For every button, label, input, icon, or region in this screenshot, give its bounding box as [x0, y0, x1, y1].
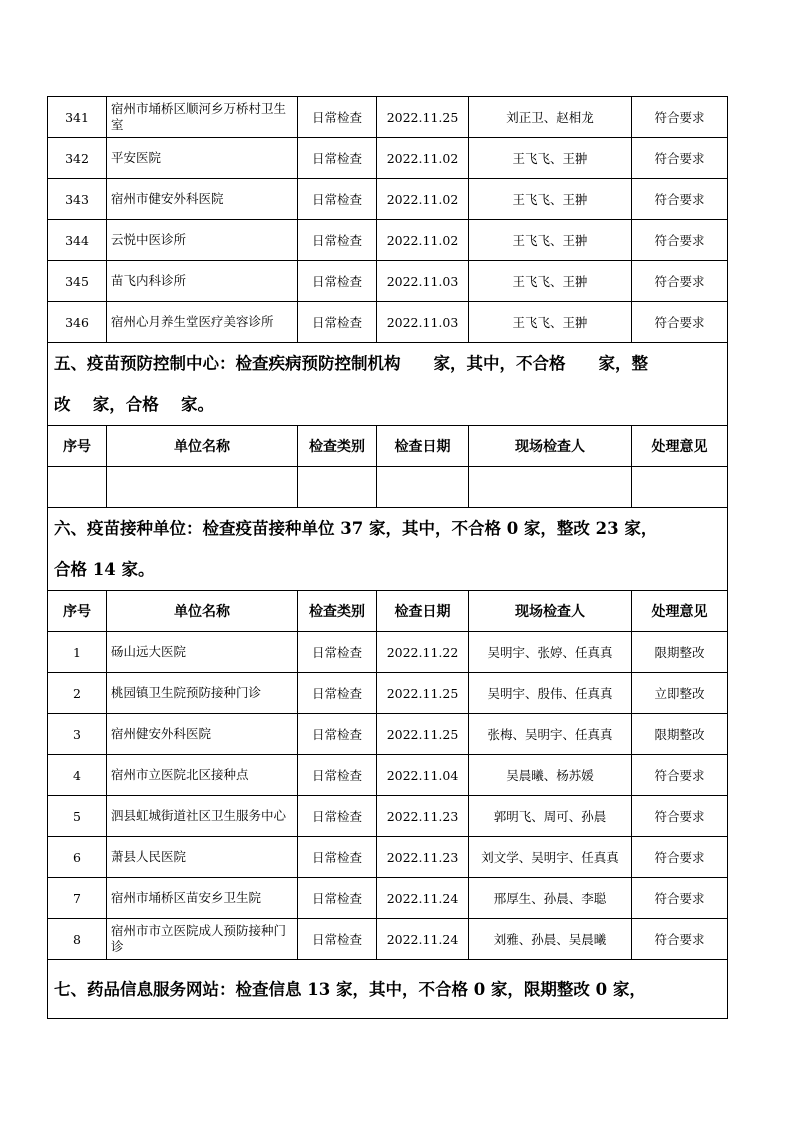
- row-check-type: 日常检查: [298, 755, 377, 796]
- row-unit-name: 宿州市立医院北区接种点: [107, 755, 298, 796]
- table-row: [48, 673, 728, 714]
- row-check-type: 日常检查: [298, 796, 377, 837]
- header-opinion: 处理意见: [632, 591, 728, 632]
- row-opinion: 立即整改: [632, 673, 728, 714]
- table-row: [48, 261, 728, 302]
- table-row: [48, 755, 728, 796]
- inspection-table: [47, 96, 728, 1019]
- row-inspectors: 王飞飞、王翀: [469, 261, 632, 302]
- row-inspectors: 王飞飞、王翀: [469, 138, 632, 179]
- row-check-type: 日常检查: [298, 837, 377, 878]
- row-opinion: 限期整改: [632, 632, 728, 673]
- section-6-line1: 六、疫苗接种单位：检查疫苗接种单位 37 家，其中，不合格 0 家，整改 23 家，: [54, 519, 658, 538]
- header-check-type: 检查类别: [298, 426, 377, 467]
- table-row: [48, 878, 728, 919]
- row-no: 4: [48, 755, 107, 796]
- row-inspectors: 吴明宇、张婷、任真真: [469, 632, 632, 673]
- section-heading: [48, 960, 728, 1019]
- header-check-date: 检查日期: [377, 591, 469, 632]
- row-unit-name: 宿州市市立医院成人预防接种门诊: [107, 919, 298, 960]
- row-inspectors: 刘文学、吴明宇、任真真: [469, 837, 632, 878]
- table-row: [48, 220, 728, 261]
- row-check-date: 2022.11.25: [377, 673, 469, 714]
- row-inspectors: 郭明飞、周可、孙晨: [469, 796, 632, 837]
- header-unit-name: 单位名称: [107, 426, 298, 467]
- row-unit-name: 砀山远大医院: [107, 632, 298, 673]
- table-header-row: [48, 591, 728, 632]
- row-unit-name: 宿州市健安外科医院: [107, 179, 298, 220]
- row-check-type: 日常检查: [298, 632, 377, 673]
- section-5-line2: 改 家，合格 家。: [54, 395, 214, 414]
- row-unit-name: 宿州健安外科医院: [107, 714, 298, 755]
- header-no: 序号: [48, 591, 107, 632]
- table-row: [48, 632, 728, 673]
- row-inspectors: 吴晨曦、杨苏媛: [469, 755, 632, 796]
- row-inspectors: 吴明宇、殷伟、任真真: [469, 673, 632, 714]
- row-check-date: 2022.11.23: [377, 837, 469, 878]
- row-opinion: 符合要求: [632, 138, 728, 179]
- section-heading: [48, 343, 728, 426]
- row-opinion: 符合要求: [632, 878, 728, 919]
- table-row: [48, 714, 728, 755]
- row-check-date: 2022.11.04: [377, 755, 469, 796]
- header-unit-name: 单位名称: [107, 591, 298, 632]
- row-no: 346: [48, 302, 107, 343]
- row-check-date: 2022.11.02: [377, 179, 469, 220]
- row-no: 344: [48, 220, 107, 261]
- row-unit-name: 宿州市埇桥区苗安乡卫生院: [107, 878, 298, 919]
- row-no: 5: [48, 796, 107, 837]
- row-opinion: 符合要求: [632, 919, 728, 960]
- row-opinion: 符合要求: [632, 261, 728, 302]
- row-unit-name: 萧县人民医院: [107, 837, 298, 878]
- row-check-type: 日常检查: [298, 919, 377, 960]
- row-inspectors: 刘正卫、赵相龙: [469, 97, 632, 138]
- section-6-line2: 合格 14 家。: [54, 560, 155, 579]
- section-heading: [48, 508, 728, 591]
- row-unit-name: 苗飞内科诊所: [107, 261, 298, 302]
- row-check-date: 2022.11.02: [377, 138, 469, 179]
- row-no: 3: [48, 714, 107, 755]
- row-no: 8: [48, 919, 107, 960]
- table-row: [48, 138, 728, 179]
- header-check-date: 检查日期: [377, 426, 469, 467]
- row-inspectors: 张梅、吴明宇、任真真: [469, 714, 632, 755]
- row-unit-name: 桃园镇卫生院预防接种门诊: [107, 673, 298, 714]
- section-7-line1: 七、药品信息服务网站：检查信息 13 家，其中，不合格 0 家，限期整改 0 家，: [54, 979, 646, 999]
- row-check-type: 日常检查: [298, 673, 377, 714]
- row-opinion: 符合要求: [632, 179, 728, 220]
- row-no: 6: [48, 837, 107, 878]
- row-check-type: 日常检查: [298, 220, 377, 261]
- table-row: [48, 97, 728, 138]
- row-unit-name: 泗县虹城街道社区卫生服务中心: [107, 796, 298, 837]
- row-no: 2: [48, 673, 107, 714]
- row-no: 1: [48, 632, 107, 673]
- row-opinion: 符合要求: [632, 755, 728, 796]
- row-check-date: 2022.11.03: [377, 302, 469, 343]
- row-inspectors: 邢厚生、孙晨、李聪: [469, 878, 632, 919]
- row-check-date: 2022.11.24: [377, 919, 469, 960]
- row-no: 341: [48, 97, 107, 138]
- row-check-type: 日常检查: [298, 302, 377, 343]
- table-row: [48, 796, 728, 837]
- row-check-date: 2022.11.02: [377, 220, 469, 261]
- row-unit-name: 平安医院: [107, 138, 298, 179]
- row-unit-name: 云悦中医诊所: [107, 220, 298, 261]
- row-unit-name: 宿州市埇桥区顺河乡万桥村卫生室: [107, 97, 298, 138]
- header-inspectors: 现场检查人: [469, 591, 632, 632]
- row-opinion: 符合要求: [632, 220, 728, 261]
- row-check-type: 日常检查: [298, 138, 377, 179]
- row-unit-name: 宿州心月养生堂医疗美容诊所: [107, 302, 298, 343]
- row-inspectors: 王飞飞、王翀: [469, 302, 632, 343]
- row-no: 345: [48, 261, 107, 302]
- row-no: 342: [48, 138, 107, 179]
- table-row: [48, 919, 728, 960]
- section-7-heading: [48, 960, 728, 1019]
- table-row: [48, 179, 728, 220]
- table-row: [48, 302, 728, 343]
- row-inspectors: 刘雅、孙晨、吴晨曦: [469, 919, 632, 960]
- section-6-heading: [48, 508, 728, 591]
- row-opinion: 符合要求: [632, 97, 728, 138]
- row-check-type: 日常检查: [298, 261, 377, 302]
- row-opinion: 符合要求: [632, 796, 728, 837]
- header-opinion: 处理意见: [632, 426, 728, 467]
- row-check-type: 日常检查: [298, 179, 377, 220]
- table-row: [48, 837, 728, 878]
- section-5-heading: [48, 343, 728, 426]
- section-5-line1: 五、疫苗预防控制中心：检查疾病预防控制机构 家，其中，不合格 家，整: [54, 354, 648, 373]
- row-check-date: 2022.11.24: [377, 878, 469, 919]
- row-check-date: 2022.11.03: [377, 261, 469, 302]
- row-check-type: 日常检查: [298, 714, 377, 755]
- row-opinion: 符合要求: [632, 837, 728, 878]
- row-check-type: 日常检查: [298, 97, 377, 138]
- row-check-date: 2022.11.23: [377, 796, 469, 837]
- header-inspectors: 现场检查人: [469, 426, 632, 467]
- header-check-type: 检查类别: [298, 591, 377, 632]
- header-no: 序号: [48, 426, 107, 467]
- row-no: 343: [48, 179, 107, 220]
- row-check-type: 日常检查: [298, 878, 377, 919]
- row-inspectors: 王飞飞、王翀: [469, 220, 632, 261]
- empty-row: [48, 467, 728, 508]
- row-inspectors: 王飞飞、王翀: [469, 179, 632, 220]
- row-check-date: 2022.11.22: [377, 632, 469, 673]
- table-header-row: [48, 426, 728, 467]
- row-opinion: 限期整改: [632, 714, 728, 755]
- row-check-date: 2022.11.25: [377, 97, 469, 138]
- row-opinion: 符合要求: [632, 302, 728, 343]
- row-check-date: 2022.11.25: [377, 714, 469, 755]
- row-no: 7: [48, 878, 107, 919]
